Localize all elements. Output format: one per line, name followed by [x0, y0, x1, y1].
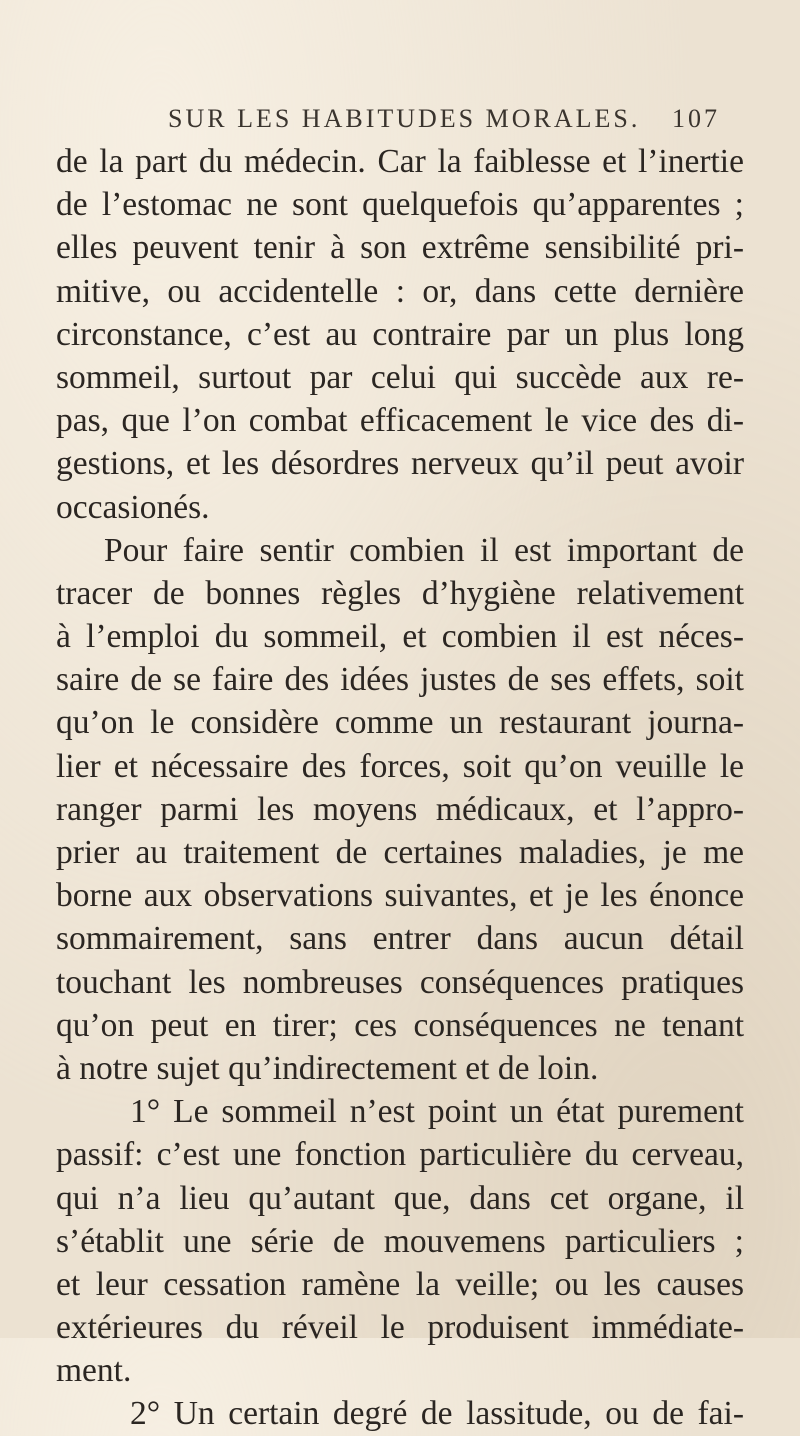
- running-head-title: SUR LES HABITUDES MORALES.: [168, 104, 641, 133]
- running-head: [168, 104, 728, 144]
- text-line: à l’emploi du sommeil, et combien il est néces-: [56, 618, 744, 656]
- paragraph-start: 2° Un certain degré de lassitude, ou de fai-: [130, 1395, 744, 1433]
- text-line: à notre sujet qu’indirectement et de loin.: [56, 1049, 599, 1087]
- text-line: et leur cessation ramène la veille; ou les causes: [56, 1265, 744, 1303]
- text-line: touchant les nombreuses conséquences pratiques: [56, 963, 744, 1001]
- text-line: saire de se faire des idées justes de ses effets, soit: [56, 661, 744, 699]
- text-line: qu’on peut en tirer; ces conséquences ne tenant: [56, 1006, 744, 1044]
- text-line: elles peuvent tenir à son extrême sensibilité pri-: [56, 229, 744, 267]
- text-line: pas, que l’on combat efficacement le vice des di-: [56, 402, 744, 440]
- text-line: passif: c’est une fonction particulière du cerveau,: [56, 1136, 744, 1174]
- body-text: [56, 140, 744, 1436]
- paragraph-start: 1° Le sommeil n’est point un état purement: [130, 1093, 744, 1131]
- text-line: de l’estomac ne sont quelquefois qu’apparentes ;: [56, 186, 744, 224]
- text-line: prier au traitement de certaines maladies, je me: [56, 834, 744, 871]
- text-line: borne aux observations suivantes, et je les énonce: [56, 877, 744, 915]
- text-line: tracer de bonnes règles d’hygiène relativement: [56, 574, 744, 612]
- page-number: 107: [672, 104, 720, 133]
- paragraph-start: Pour faire sentir combien il est important de: [104, 531, 744, 569]
- text-line: ranger parmi les moyens médicaux, et l’appro-: [56, 790, 744, 828]
- text-line: circonstance, c’est au contraire par un plus long: [56, 315, 744, 353]
- text-line: qui n’a lieu qu’autant que, dans cet organe, il: [56, 1179, 744, 1217]
- text-line: lier et nécessaire des forces, soit qu’on veuille le: [56, 747, 744, 785]
- text-line: gestions, et les désordres nerveux qu’il peut avoir: [56, 445, 744, 483]
- text-line: sommairement, sans entrer dans aucun détail: [56, 920, 744, 958]
- text-line: mitive, ou accidentelle : or, dans cette dernière: [56, 272, 744, 310]
- text-line: ment.: [56, 1352, 132, 1390]
- text-line: qu’on le considère comme un restaurant journa-: [56, 704, 744, 742]
- text-line: sommeil, surtout par celui qui succède aux re-: [56, 358, 744, 396]
- text-line: de la part du médecin. Car la faiblesse et l’inertie: [56, 143, 744, 180]
- text-line: occasionés.: [56, 488, 210, 526]
- text-line: extérieures du réveil le produisent immédiate-: [56, 1309, 744, 1347]
- text-line: s’établit une série de mouvemens particuliers ;: [56, 1222, 744, 1260]
